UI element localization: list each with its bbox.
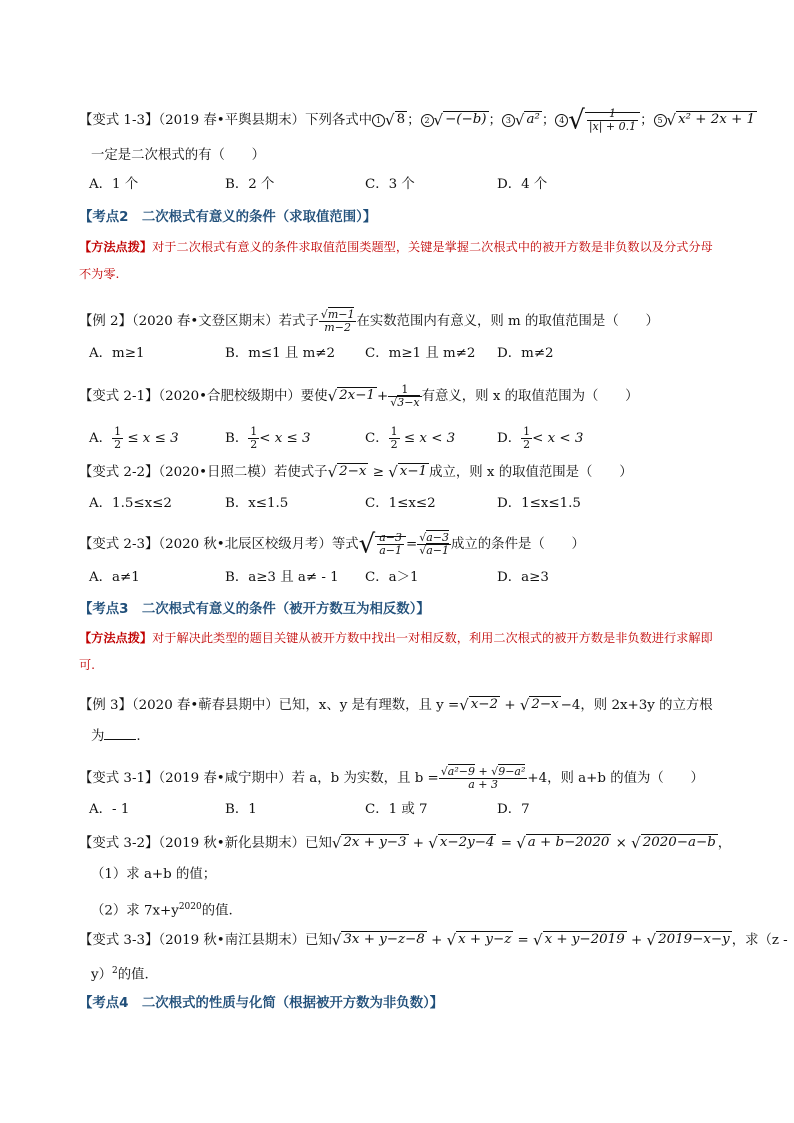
question-source: （2019 春•咸宁期中）若 a，b 为实数，且 b =	[158, 771, 439, 786]
question-v2-2	[79, 463, 724, 482]
question-text: y）	[91, 967, 112, 983]
sub-question-text: （2）求 7x+y	[91, 903, 179, 919]
expr-quadratic: √ x² + 2x + 1	[666, 111, 756, 130]
options-v3-1	[89, 800, 724, 820]
question-v2-1	[79, 384, 724, 409]
section-heading-4: 【考点4 二次根式的性质与化简（根据被开方数为非负数）】	[79, 996, 444, 1011]
equals-sign: =	[405, 537, 418, 552]
option-d[interactable]: D．7	[497, 802, 530, 817]
options-ex2	[89, 344, 724, 364]
options-v2-1	[89, 425, 724, 451]
expr-root-3: √ a + b−2020	[516, 834, 610, 852]
expr-fraction-of-roots: $\frac{√a-3}{√a-1}$	[419, 531, 450, 557]
question-v3-3	[79, 931, 788, 950]
sub-question-text-end: 的值.	[201, 903, 233, 919]
question-label: 【变式 3-3】	[79, 932, 159, 948]
question-source: （2020•日照二模）若使式子	[158, 464, 328, 480]
option-d[interactable]: D．1≤x≤1.5	[497, 496, 581, 511]
option-a[interactable]: A．1.5≤x≤2	[89, 496, 172, 511]
question-label: 【例 3】	[79, 697, 132, 713]
option-d[interactable]: D． $\frac{1}{2}$ < x < 3	[497, 425, 584, 451]
circle-number-5: 5	[654, 114, 667, 127]
numerator: m−1	[327, 308, 355, 321]
option-c[interactable]: C．1≤x≤2	[365, 496, 436, 511]
expr-root-2: √ x−2y−4	[428, 834, 495, 852]
expr-root-1: √ 2x + y−3	[331, 834, 407, 852]
question-text: 为	[91, 729, 105, 744]
sub-question-1: （1）求 a+b 的值；	[91, 867, 217, 882]
ge-sign: ≥	[372, 464, 384, 480]
question-label: 【变式 2-1】	[79, 389, 159, 404]
question-v1-3: 【变式 1-3】（2019 春•平舆县期末）下列各式中 1 √ 8 ； 2 √ −(−b) ； 3 √ a² ； 4 √ $\frac{1}{|x| + 0.1}$ ； 5 √ x² + 2x + 1	[79, 105, 756, 136]
option-c[interactable]: C．3 个	[365, 177, 415, 192]
section-heading-2: 【考点2 二次根式有意义的条件（求取值范围）】	[79, 210, 377, 225]
denominator: m−2	[324, 321, 351, 334]
question-text: 有意义，则 x 的取值范围为（ ）	[421, 389, 639, 404]
question-label: 【变式 2-2】	[79, 464, 159, 480]
options-v2-3	[89, 568, 724, 588]
equals-sign: =	[517, 932, 529, 948]
question-text: 成立的条件是（ ）	[451, 537, 585, 552]
tip-label: 【方法点拨】	[79, 631, 153, 645]
question-v3-3-cont	[79, 962, 724, 984]
circle-number-2: 2	[421, 114, 434, 127]
question-ex2	[79, 309, 724, 334]
question-ex3	[79, 696, 724, 715]
expr-cbrt-8: √ 8	[385, 111, 406, 130]
exponent: 2020	[178, 902, 202, 912]
plus-sign: +	[412, 835, 425, 851]
option-b[interactable]: B．1	[225, 802, 257, 817]
option-a[interactable]: A．a≠1	[89, 570, 140, 585]
question-label: 【变式 3-2】	[79, 835, 159, 851]
option-b[interactable]: B． $\frac{1}{2}$ < x ≤ 3	[225, 425, 311, 451]
expr-a-squared: √ a²	[514, 111, 540, 130]
expr-root-2: √ 2−x	[519, 696, 559, 714]
question-text: −4，则 2x+3y 的立方根	[560, 697, 713, 713]
expr-root-1: √ 3x + y−z−8	[331, 931, 425, 949]
times-sign: ×	[615, 835, 627, 851]
question-source: （2020 春•文登区期末）若式子	[131, 314, 319, 329]
expr-root-1: √ 2x−1	[327, 387, 375, 406]
expr-neg-neg-b: √ −(−b)	[433, 111, 487, 130]
exponent: 2	[111, 966, 118, 976]
options-v2-2	[89, 494, 724, 514]
question-text: 下列各式中	[305, 113, 373, 128]
plus-sign: +	[504, 697, 516, 713]
denominator: 3−x	[397, 396, 420, 409]
option-a[interactable]: A．m≥1	[89, 346, 145, 361]
option-a[interactable]: A．1 个	[89, 177, 139, 192]
question-text: +4，则 a+b 的值为（ ）	[527, 771, 704, 786]
expr-root-4: √ 2020−a−b	[631, 834, 716, 852]
answer-blank[interactable]	[104, 726, 136, 740]
tip-text: 对于解决此类型的题目关键从被开方数中找出一对相反数，利用二次根式的被开方数是非负数进行求解即可.	[79, 631, 713, 672]
option-b[interactable]: B．x≤1.5	[225, 496, 289, 511]
question-label: 【例 2】	[79, 314, 132, 329]
question-label: 【变式 3-1】	[79, 771, 159, 786]
option-c[interactable]: C．m≥1 且 m≠2	[365, 346, 476, 361]
circle-number-4: 4	[555, 114, 568, 127]
plus-sign: +	[431, 932, 443, 948]
question-text: ，求（z -	[731, 932, 788, 948]
question-v3-1	[79, 766, 724, 791]
option-d[interactable]: D．4 个	[497, 177, 548, 192]
method-tip-3	[79, 625, 724, 679]
question-v3-2	[79, 834, 732, 853]
question-text-end: 的值.	[117, 967, 149, 983]
expr-fraction: $\frac{1}{√3-x}$	[390, 383, 420, 409]
plus-sign-2: +	[631, 932, 643, 948]
expr-root-3: √ x + y−2019	[533, 931, 625, 949]
question-ex3-cont	[79, 726, 724, 746]
expr-root-1: √ 2−x	[327, 463, 367, 481]
option-c[interactable]: C．1 或 7	[365, 802, 428, 817]
period: .	[136, 729, 141, 744]
option-b[interactable]: B．m≤1 且 m≠2	[225, 346, 336, 361]
option-a[interactable]: A．- 1	[89, 802, 130, 817]
options-v1-3	[89, 175, 724, 195]
section-heading-3: 【考点3 二次根式有意义的条件（被开方数互为相反数）】	[79, 602, 430, 617]
plus-sign: +	[376, 389, 389, 404]
option-c[interactable]: C．a＞1	[365, 570, 419, 585]
expr-frac-abs: √ $\frac{1}{|x| + 0.1}$	[568, 108, 640, 133]
option-d[interactable]: D．m≠2	[497, 346, 554, 361]
question-label: 【变式 2-3】	[79, 537, 159, 552]
question-source: （2020 秋•北辰区校级月考）等式	[158, 537, 359, 552]
option-a[interactable]: A． $\frac{1}{2}$ ≤ x ≤ 3	[89, 425, 179, 451]
circle-number-3: 3	[502, 114, 515, 127]
numerator: 1	[388, 384, 421, 397]
question-source: （2020•合肥校级期中）要使	[158, 389, 328, 404]
tip-text: 对于二次根式有意义的条件求取值范围类题型，关键是掌握二次根式中的被开方数是非负数以及分式分母不为零.	[79, 240, 713, 281]
equals-sign: =	[500, 835, 512, 851]
expr-root-4: √ 2019−x−y	[646, 931, 730, 949]
question-source: （2020 春•蕲春县期中）已知，x、y 是有理数，且 y =	[131, 697, 460, 713]
question-source: （2019 春•平舆县期末）	[158, 113, 306, 128]
question-text: 在实数范围内有意义，则 m 的取值范围是（ ）	[356, 314, 659, 329]
sub-question-2	[79, 898, 724, 920]
question-label: 【变式 1-3】	[79, 113, 159, 128]
option-b[interactable]: B．a≥3 且 a≠ - 1	[225, 570, 339, 585]
question-source: （2019 秋•新化县期末）已知	[158, 835, 332, 851]
question-v1-3-cont: 一定是二次根式的有（ ）	[91, 148, 266, 163]
expr-fraction: $\frac{\text{√a²−9 + √9−a²}}{a + 3}$	[440, 765, 526, 791]
expr-root-2: √ x−1	[388, 463, 428, 481]
question-source: （2019 秋•南江县期末）已知	[158, 932, 332, 948]
question-v2-3	[79, 529, 724, 560]
circle-number-1: 1	[372, 114, 385, 127]
option-c[interactable]: C． $\frac{1}{2}$ ≤ x < 3	[365, 425, 456, 451]
expr-root-2: √ x + y−z	[446, 931, 512, 949]
comma: ，	[717, 835, 732, 851]
tip-label: 【方法点拨】	[79, 240, 153, 254]
expr-root-fraction: √ $\frac{a-3}{a-1}$	[359, 532, 406, 557]
question-text: 成立，则 x 的取值范围是（ ）	[429, 464, 633, 480]
option-b[interactable]: B．2 个	[225, 177, 275, 192]
method-tip-2	[79, 234, 724, 288]
expr-fraction: $\frac{√m-1}{m-2}$	[320, 308, 355, 334]
option-d[interactable]: D．a≥3	[497, 570, 549, 585]
expr-root-1: √ x−2	[459, 696, 499, 714]
